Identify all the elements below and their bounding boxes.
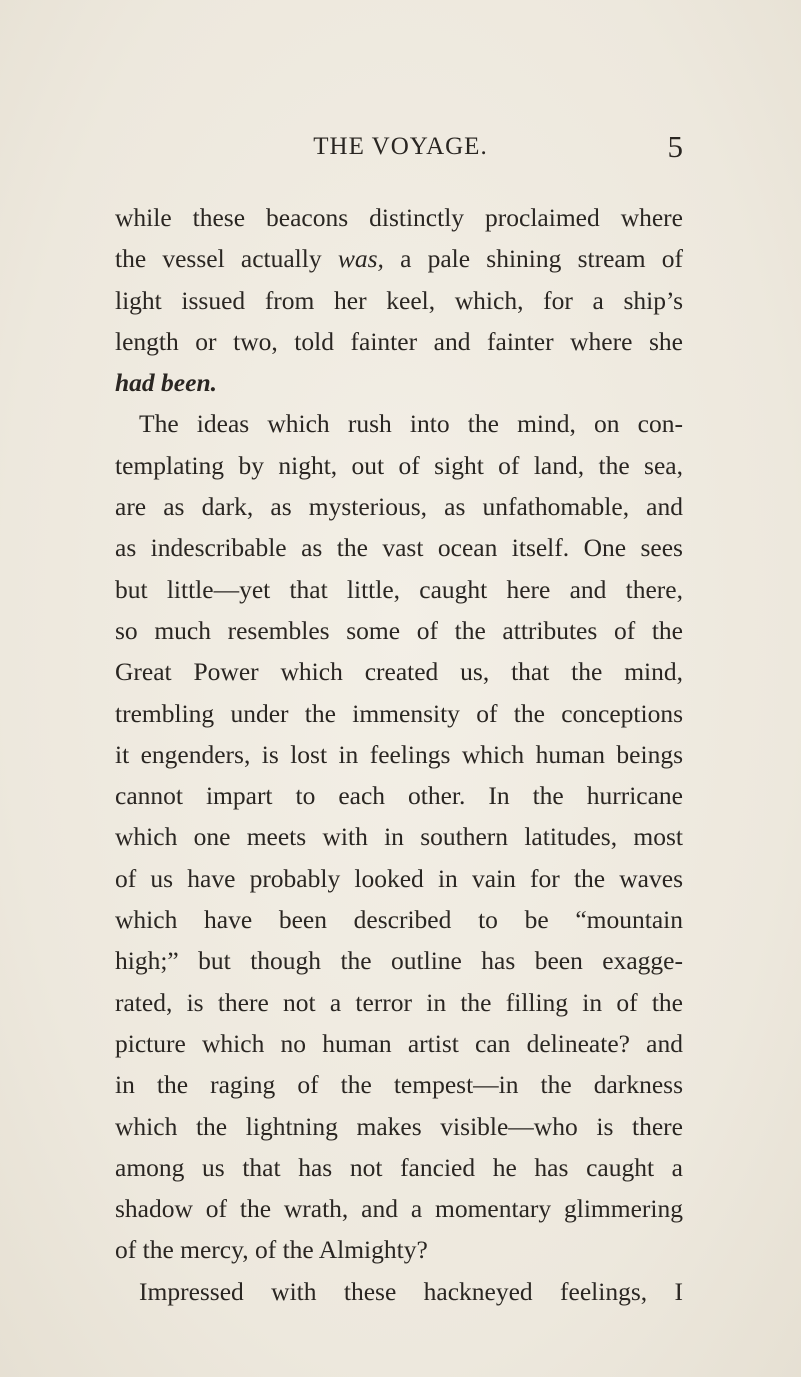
text-line: of us have probably looked in vain for the waves bbox=[115, 863, 683, 893]
text-line: shadow of the wrath, and a momentary glimmering bbox=[115, 1194, 683, 1224]
text-line: trembling under the immensity of the conceptions bbox=[115, 698, 683, 728]
text-line: which one meets with in southern latitudes, most bbox=[115, 822, 683, 852]
text-line: so much resembles some of the attributes of the bbox=[115, 615, 683, 645]
text-line: length or two, told fainter and fainter where she bbox=[115, 326, 683, 356]
text-line: picture which no human artist can delineate? and bbox=[115, 1028, 683, 1058]
page-header bbox=[0, 129, 801, 173]
text-line: in the raging of the tempest—in the darkness bbox=[115, 1070, 683, 1100]
text-line: Great Power which created us, that the mind, bbox=[115, 657, 683, 687]
text-fragment: the vessel actually bbox=[115, 244, 322, 274]
text-line: but little—yet that little, caught here and there, bbox=[115, 574, 683, 604]
body-text bbox=[115, 197, 683, 1312]
text-line: as indescribable as the vast ocean itself. One sees bbox=[115, 533, 683, 563]
text-fragment: a pale shining stream of bbox=[400, 244, 684, 274]
text-line: which the lightning makes visible—who is there bbox=[115, 1111, 683, 1141]
text-line: while these beacons distinctly proclaimed where bbox=[115, 203, 683, 232]
running-title: THE VOYAGE. bbox=[313, 133, 488, 160]
text-line: it engenders, is lost in feelings which human beings bbox=[115, 739, 683, 769]
text-line: cannot impart to each other. In the hurricane bbox=[115, 781, 683, 811]
text-line: among us that has not fancied he has caught a bbox=[115, 1152, 683, 1182]
paragraph-start-line: The ideas which rush into the mind, on con- bbox=[139, 409, 683, 439]
text-line: which have been described to be “mountain bbox=[115, 905, 683, 935]
emphasis: was, bbox=[337, 244, 384, 274]
text-line: high;” but though the outline has been exagge- bbox=[115, 946, 683, 976]
page-number: 5 bbox=[667, 129, 683, 164]
text-line: light issued from her keel, which, for a ship’s bbox=[115, 285, 683, 315]
text-line: rated, is there not a terror in the filling in of the bbox=[115, 987, 683, 1017]
paragraph-start-line: Impressed with these hackneyed feelings, I bbox=[139, 1276, 683, 1306]
text-line: of the mercy, of the Almighty? bbox=[115, 1235, 428, 1265]
text-line: templating by night, out of sight of land, the sea, bbox=[115, 450, 683, 480]
text-line bbox=[115, 238, 683, 279]
text-line: are as dark, as mysterious, as unfathomable, and bbox=[115, 492, 683, 522]
text-line: had been. bbox=[115, 368, 217, 398]
